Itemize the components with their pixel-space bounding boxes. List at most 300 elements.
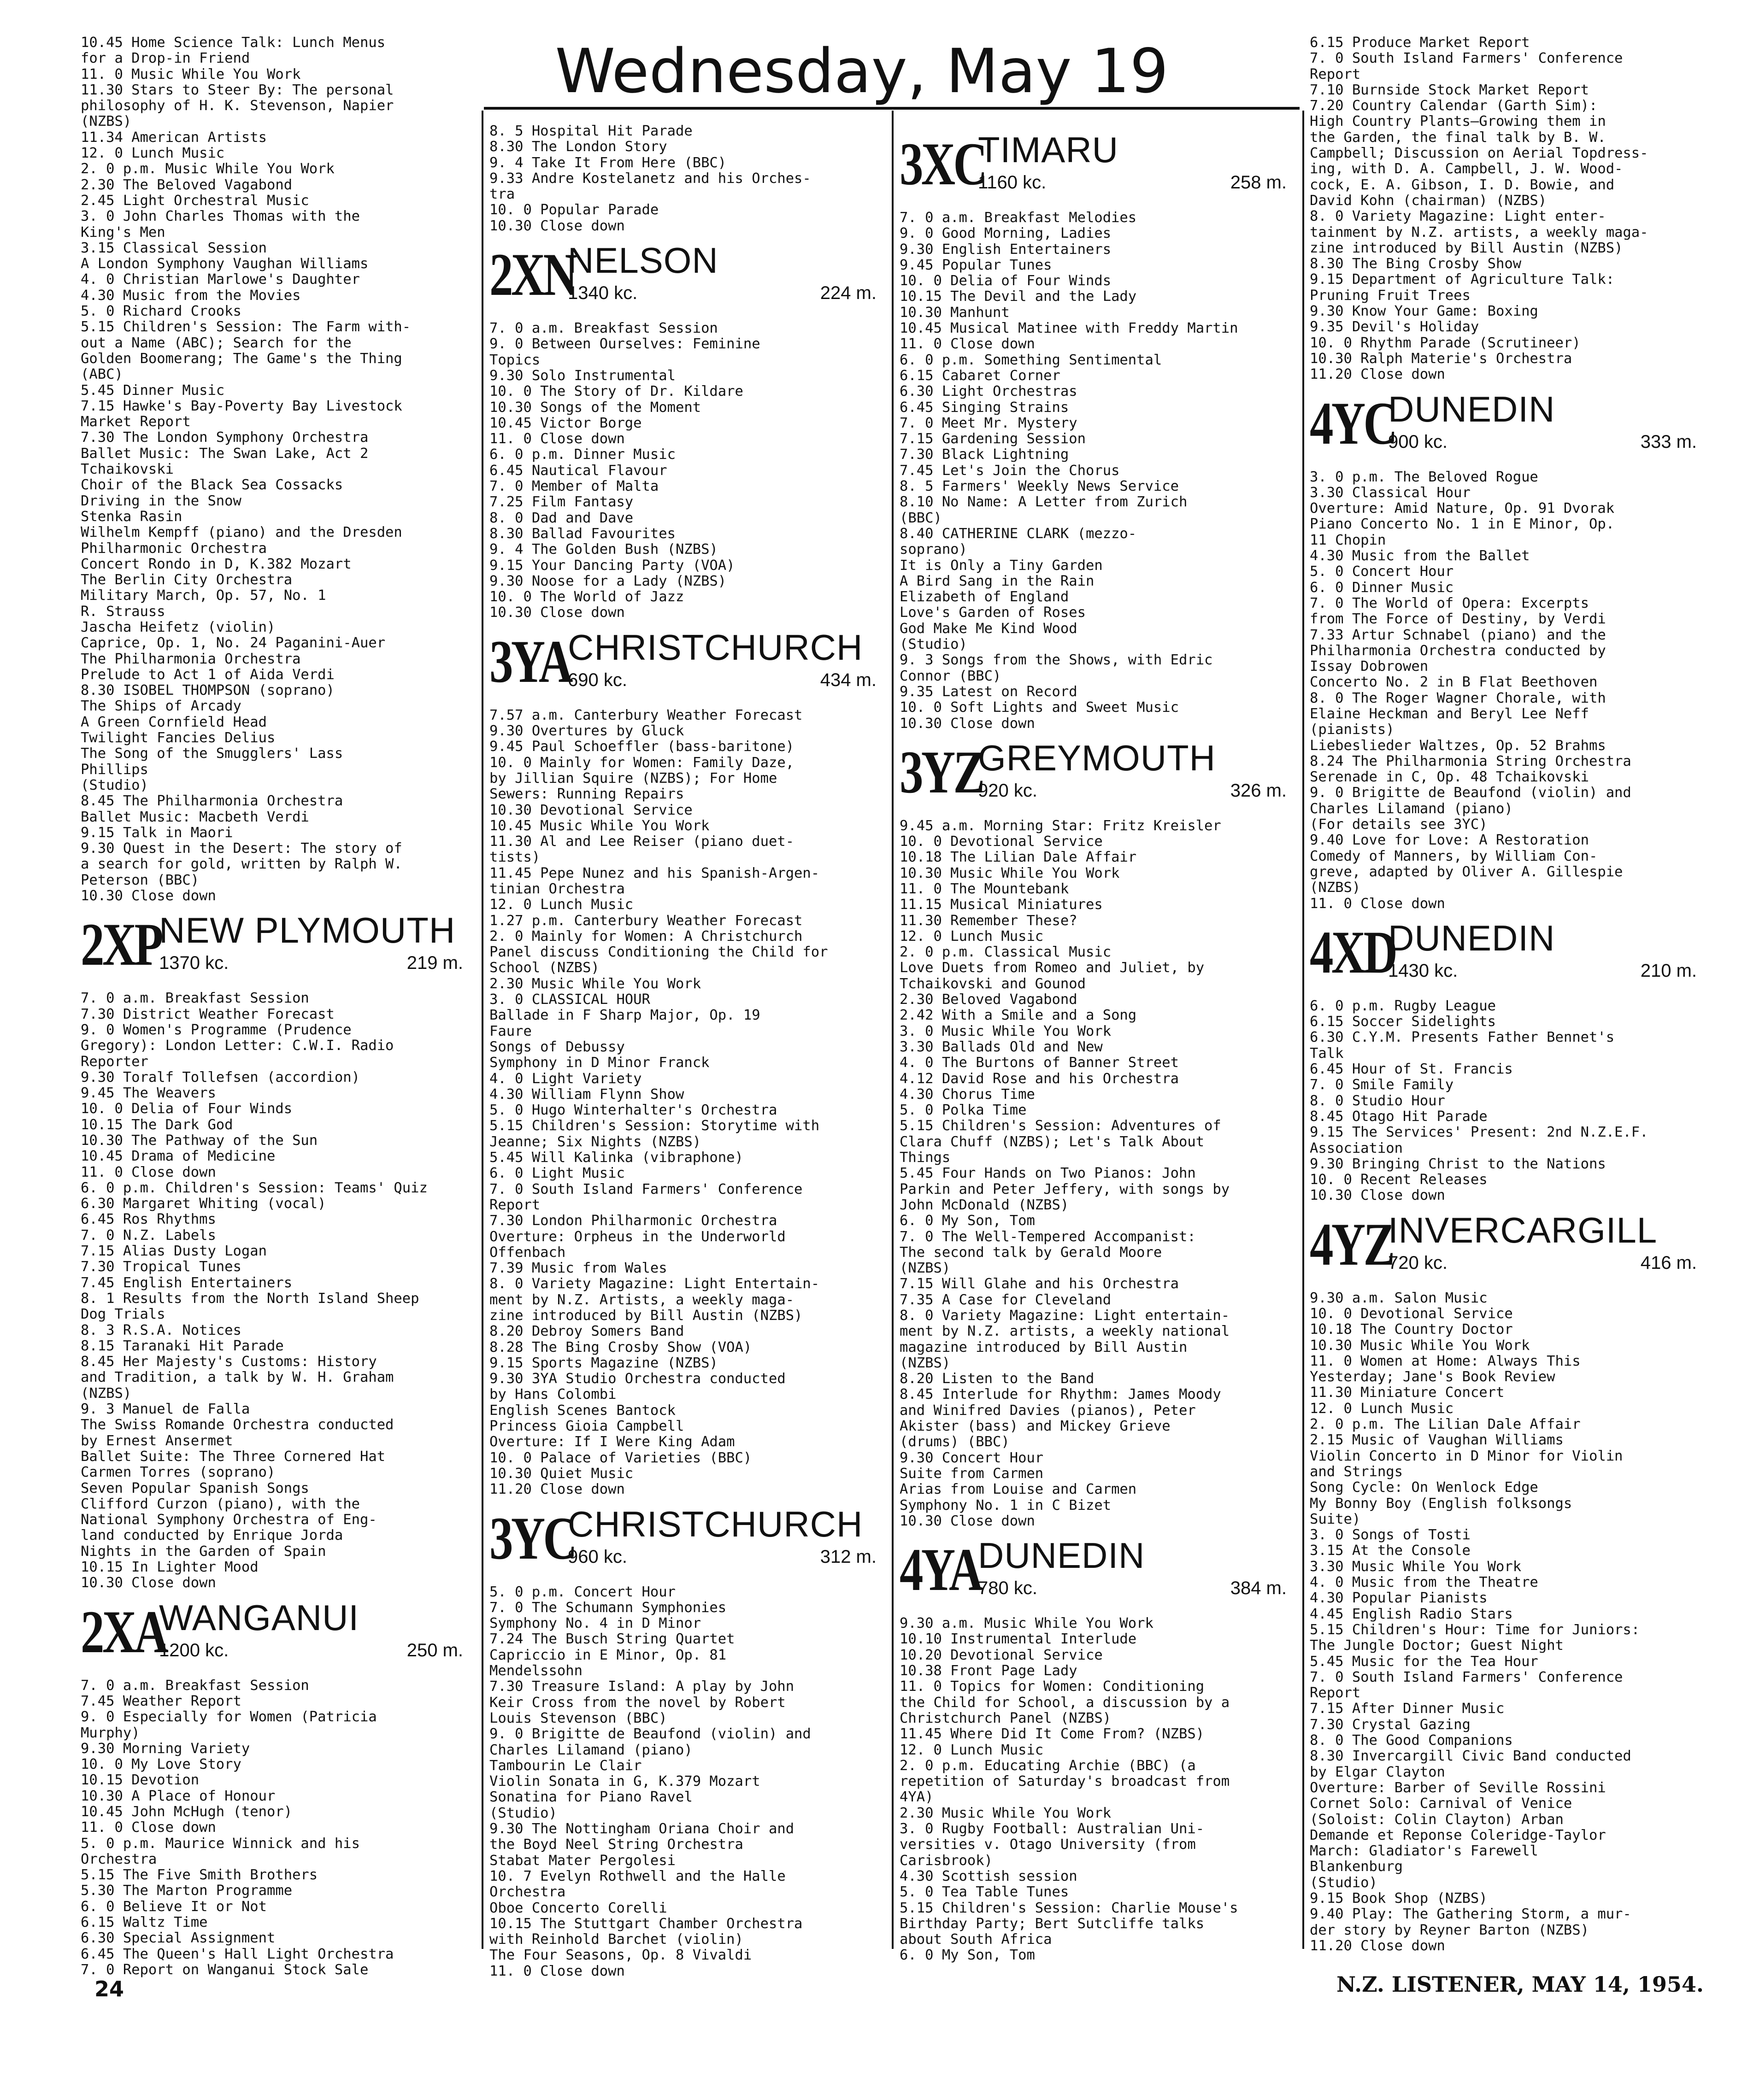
programme-line: 9.30 a.m. Music While You Work xyxy=(900,1615,1153,1632)
programme-line: 4. 0 Music from the Theatre xyxy=(1310,1574,1538,1591)
programme-line: Gregory): London Letter: C.W.I. Radio xyxy=(81,1038,394,1054)
programme-line: Stabat Mater Pergolesi xyxy=(489,1852,676,1869)
programme-line: 2. 0 p.m. Music While You Work xyxy=(81,161,335,177)
programme-line: Parkin and Peter Jeffery, with songs by xyxy=(900,1181,1230,1197)
programme-line: Arias from Louise and Carmen xyxy=(900,1481,1137,1498)
programme-line: 10. 0 Palace of Varieties (BBC) xyxy=(489,1449,752,1466)
programme-line: 3. 0 p.m. The Beloved Rogue xyxy=(1310,469,1538,485)
programme-line: 9.15 Department of Agriculture Talk: xyxy=(1310,271,1615,288)
programme-line: 10.30 Close down xyxy=(81,888,216,904)
station-frequency: 920 kc. xyxy=(978,780,1037,801)
programme-line: 10. 0 The World of Jazz xyxy=(489,589,684,605)
programme-line: 2. 0 p.m. Educating Archie (BBC) (a xyxy=(900,1757,1196,1774)
programme-line: 7.33 Artur Schnabel (piano) and the xyxy=(1310,627,1606,643)
programme-line: 8.10 No Name: A Letter from Zurich xyxy=(900,494,1188,510)
programme-line: Elaine Heckman and Beryl Lee Neff xyxy=(1310,705,1589,722)
station-frequency: 1430 kc. xyxy=(1388,960,1458,981)
programme-line: Tchaikovski xyxy=(81,461,174,478)
programme-line: 6. 0 My Son, Tom xyxy=(900,1213,1035,1229)
programme-line: 10.30 A Place of Honour xyxy=(81,1788,276,1804)
column-divider xyxy=(482,111,483,1949)
programme-line: the Garden, the final talk by B. W. xyxy=(1310,129,1606,146)
programme-line: The Ships of Arcady xyxy=(81,698,241,715)
station-city: DUNEDIN xyxy=(978,1535,1145,1576)
programme-line: 3.30 Classical Hour xyxy=(1310,484,1471,501)
programme-line: 10.30 Close down xyxy=(900,1513,1035,1529)
programme-line: 10.38 Front Page Lady xyxy=(900,1663,1077,1679)
programme-line: Nights in the Garden of Spain xyxy=(81,1543,326,1560)
programme-line: 7. 0 South Island Farmers' Conference xyxy=(1310,1669,1623,1685)
programme-line: Charles Lilamand (piano) xyxy=(1310,800,1513,817)
programme-line: 5.15 Children's Session: Storytime with xyxy=(489,1118,820,1134)
programme-line: Ballade in F Sharp Major, Op. 19 xyxy=(489,1007,760,1024)
station-wavelength: 434 m. xyxy=(820,669,877,690)
programme-line: 10.30 Songs of the Moment xyxy=(489,399,701,416)
programme-line: Capriccio in E Minor, Op. 81 xyxy=(489,1647,727,1663)
programme-line: the Boyd Neel String Orchestra xyxy=(489,1836,743,1853)
programme-line: 9. 0 Women's Programme (Prudence xyxy=(81,1021,352,1038)
station-city: NEW PLYMOUTH xyxy=(159,910,456,951)
programme-line: 10.45 Victor Borge xyxy=(489,415,642,431)
programme-line: 6.15 Waltz Time xyxy=(81,1914,208,1931)
programme-line: Military March, Op. 57, No. 1 xyxy=(81,587,326,604)
programme-line: 9.30 The Nottingham Oriana Choir and xyxy=(489,1821,794,1837)
programme-line: 6. 0 p.m. Dinner Music xyxy=(489,446,676,463)
programme-line: land conducted by Enrique Jorda xyxy=(81,1527,343,1544)
programme-line: 4.30 William Flynn Show xyxy=(489,1086,684,1103)
programme-line: (Soloist: Colin Clayton) Arban xyxy=(1310,1811,1564,1828)
programme-line: and Winifred Davies (pianos), Peter xyxy=(900,1402,1196,1419)
programme-line: 6.15 Soccer Sidelights xyxy=(1310,1014,1496,1030)
programme-line: 5.15 Children's Session: Charlie Mouse's xyxy=(900,1900,1238,1916)
programme-line: 9.45 Popular Tunes xyxy=(900,257,1052,273)
programme-line: 9. 0 Between Ourselves: Feminine xyxy=(489,336,760,352)
programme-line: 10. 0 Rhythm Parade (Scrutineer) xyxy=(1310,334,1581,351)
station-header-3yc xyxy=(489,1502,886,1580)
programme-line: for a Drop-in Friend xyxy=(81,50,250,67)
programme-line: 11 Chopin xyxy=(1310,532,1386,548)
programme-line: 6.15 Produce Market Report xyxy=(1310,35,1530,51)
programme-line: 2.30 Beloved Vagabond xyxy=(900,991,1077,1008)
programme-line: School (NZBS) xyxy=(489,960,600,976)
programme-line: 4. 0 Christian Marlowe's Daughter xyxy=(81,271,360,288)
programme-line: The Jungle Doctor; Guest Night xyxy=(1310,1637,1564,1654)
programme-line: High Country Plants—Growing them in xyxy=(1310,113,1606,130)
station-city: GREYMOUTH xyxy=(978,737,1216,778)
programme-line: Keir Cross from the novel by Robert xyxy=(489,1694,786,1711)
programme-line: 9.30 Quest in the Desert: The story of xyxy=(81,840,402,857)
programme-line: 4.30 Chorus Time xyxy=(900,1086,1035,1103)
programme-line: Report xyxy=(489,1197,541,1213)
programme-line: 11. 0 Close down xyxy=(81,1819,216,1836)
programme-line: 2.30 The Beloved Vagabond xyxy=(81,176,293,193)
programme-line: Elizabeth of England xyxy=(900,589,1069,605)
programme-line: Sewers: Running Repairs xyxy=(489,786,684,803)
programme-line: about South Africa xyxy=(900,1931,1052,1948)
programme-line: 9.30 English Entertainers xyxy=(900,241,1112,258)
programme-line: 10.15 Devotion xyxy=(81,1772,200,1789)
programme-line: Comedy of Manners, by William Con- xyxy=(1310,848,1598,864)
programme-line: 7.35 A Case for Cleveland xyxy=(900,1291,1112,1308)
programme-line: by Jillian Squire (NZBS); For Home xyxy=(489,770,777,786)
programme-line: 9.15 Talk in Maori xyxy=(81,824,233,841)
programme-line: 10.30 Devotional Service xyxy=(489,802,693,818)
station-header-3yz xyxy=(900,735,1296,814)
programme-line: 10.45 Drama of Medicine xyxy=(81,1148,276,1165)
programme-line: Choir of the Black Sea Cossacks xyxy=(81,477,343,493)
programme-line: Louis Stevenson (BBC) xyxy=(489,1710,667,1726)
station-header-4xd xyxy=(1310,915,1706,994)
column-3 xyxy=(900,123,1296,2049)
programme-line: (NZBS) xyxy=(1310,880,1361,896)
programme-line: 4.30 Scottish session xyxy=(900,1868,1077,1884)
programme-line: 9.30 Know Your Game: Boxing xyxy=(1310,303,1538,320)
programme-line: 5.15 Children's Session: Adventures of xyxy=(900,1118,1221,1134)
programme-line: English Scenes Bantock xyxy=(489,1402,676,1419)
programme-line: 7. 0 The Well-Tempered Accompanist: xyxy=(900,1228,1196,1245)
programme-line: Topics xyxy=(489,352,541,368)
programme-line: 9.15 The Services' Present: 2nd N.Z.E.F. xyxy=(1310,1124,1648,1141)
listing-continued xyxy=(1310,35,1706,383)
programme-line: A Bird Sang in the Rain xyxy=(900,573,1095,589)
programme-line: Suite from Carmen xyxy=(900,1465,1044,1482)
programme-line: 10.30 Music While You Work xyxy=(1310,1337,1530,1354)
programme-line: 10.10 Instrumental Interlude xyxy=(900,1631,1137,1648)
programme-line: 10.30 The Pathway of the Sun xyxy=(81,1132,318,1149)
programme-line: 10. 0 Mainly for Women: Family Daze, xyxy=(489,754,794,771)
programme-line: 9. 0 Brigitte de Beaufond (violin) and xyxy=(489,1726,811,1742)
programme-line: 4.12 David Rose and his Orchestra xyxy=(900,1070,1179,1087)
programme-line: 9.30 Bringing Christ to the Nations xyxy=(1310,1156,1606,1172)
programme-line: Yesterday; Jane's Book Review xyxy=(1310,1369,1555,1385)
programme-line: 7. 0 Meet Mr. Mystery xyxy=(900,415,1077,431)
programme-line: March: Gladiator's Farewell xyxy=(1310,1843,1538,1859)
programme-line: 9.30 Morning Variety xyxy=(81,1740,250,1757)
programme-line: 6. 0 p.m. Rugby League xyxy=(1310,997,1496,1014)
programme-line: 7.10 Burnside Stock Market Report xyxy=(1310,82,1589,98)
programme-line: 6.45 Ros Rhythms xyxy=(81,1211,216,1228)
programme-line: 9.45 a.m. Morning Star: Fritz Kreisler xyxy=(900,817,1221,834)
programme-line: 6. 0 Light Music xyxy=(489,1165,625,1182)
programme-line: and Tradition, a talk by W. H. Graham xyxy=(81,1369,394,1386)
programme-line: 10.15 The Devil and the Lady xyxy=(900,288,1137,305)
programme-line: The Four Seasons, Op. 8 Vivaldi xyxy=(489,1947,752,1964)
programme-line: 8. 5 Farmers' Weekly News Service xyxy=(900,478,1179,495)
programme-line: Stenka Rasin xyxy=(81,508,182,525)
programme-line: 10.30 Quiet Music xyxy=(489,1465,634,1482)
programme-line: Market Report xyxy=(81,414,191,430)
station-header-2xa xyxy=(81,1595,472,1673)
station-wavelength: 219 m. xyxy=(406,953,463,974)
programme-line: Akister (bass) and Mickey Grieve xyxy=(900,1418,1171,1435)
programme-line: 9.15 Your Dancing Party (VOA) xyxy=(489,557,735,574)
column-divider xyxy=(892,111,894,1949)
station-header-3ya xyxy=(489,625,886,703)
programme-line: 5. 0 Tea Table Tunes xyxy=(900,1884,1069,1901)
programme-line: 12. 0 Lunch Music xyxy=(81,145,225,162)
programme-line: Campbell; Discussion on Aerial Topdress- xyxy=(1310,145,1648,162)
programme-line: The second talk by Gerald Moore xyxy=(900,1244,1162,1261)
programme-line: Charles Lilamand (piano) xyxy=(489,1742,693,1758)
programme-line: 8.30 Invercargill Civic Band conducted xyxy=(1310,1748,1631,1765)
programme-line: 9. 0 Good Morning, Ladies xyxy=(900,225,1112,242)
programme-line: 7.24 The Busch String Quartet xyxy=(489,1631,735,1648)
programme-line: Sonatina for Piano Ravel xyxy=(489,1789,693,1806)
programme-line: Songs of Debussy xyxy=(489,1038,625,1055)
station-listing-2xa xyxy=(81,1678,472,1978)
programme-line: (BBC) xyxy=(900,510,942,526)
programme-line: 3. 0 Songs of Tosti xyxy=(1310,1527,1471,1543)
programme-line: 9.40 Love for Love: A Restoration xyxy=(1310,832,1589,849)
programme-line: Overture: If I Were King Adam xyxy=(489,1434,735,1450)
programme-line: 12. 0 Lunch Music xyxy=(489,897,634,913)
station-wavelength: 250 m. xyxy=(406,1640,463,1660)
programme-line: Blankenburg xyxy=(1310,1859,1403,1875)
programme-line: 3. 0 Rugby Football: Australian Uni- xyxy=(900,1821,1205,1837)
programme-line: 8. 0 The Good Companions xyxy=(1310,1732,1513,1749)
programme-line: Connor (BBC) xyxy=(900,668,1001,684)
programme-line: 5.30 The Marton Programme xyxy=(81,1883,293,1899)
programme-line: 2. 0 Mainly for Women: A Christchurch xyxy=(489,928,803,944)
programme-line: Things xyxy=(900,1150,951,1166)
programme-line: 7. 0 Smile Family xyxy=(1310,1077,1454,1093)
programme-line: 7.30 Crystal Gazing xyxy=(1310,1716,1471,1733)
programme-line: Association xyxy=(1310,1140,1403,1156)
station-listing-4yz xyxy=(1310,1291,1706,1954)
programme-line: from The Force of Destiny, by Verdi xyxy=(1310,611,1606,628)
programme-line: Caprice, Op. 1, No. 24 Paganini-Auer xyxy=(81,635,386,651)
column-2 xyxy=(489,123,886,2049)
programme-line: 10.18 The Country Doctor xyxy=(1310,1321,1513,1338)
programme-line: 7.30 London Philharmonic Orchestra xyxy=(489,1213,777,1229)
programme-line: Philharmonia Orchestra conducted by xyxy=(1310,642,1606,659)
programme-line: 12. 0 Lunch Music xyxy=(1310,1400,1454,1417)
programme-line: National Symphony Orchestra of Eng- xyxy=(81,1512,377,1528)
station-header-4ya xyxy=(900,1533,1296,1611)
station-wavelength: 326 m. xyxy=(1230,780,1287,801)
programme-line: (Studio) xyxy=(81,777,148,793)
programme-line: A London Symphony Vaughan Williams xyxy=(81,256,369,272)
programme-line: Concerto No. 2 in B Flat Beethoven xyxy=(1310,674,1598,691)
station-city: WANGANUI xyxy=(159,1597,359,1638)
programme-line: 8.30 Ballad Favourites xyxy=(489,525,676,542)
station-wavelength: 210 m. xyxy=(1640,960,1697,981)
programme-line: King's Men xyxy=(81,224,165,241)
programme-line: 11. 0 Women at Home: Always This xyxy=(1310,1353,1581,1369)
programme-line: Cornet Solo: Carnival of Venice xyxy=(1310,1795,1572,1812)
programme-line: 6. 0 p.m. Children's Session: Teams' Quiz xyxy=(81,1179,428,1196)
programme-line: 9.45 The Weavers xyxy=(81,1085,216,1102)
station-call-sign: 4YC xyxy=(1310,389,1396,457)
programme-line: Piano Concerto No. 1 in E Minor, Op. xyxy=(1310,516,1615,533)
programme-line: magazine introduced by Bill Austin xyxy=(900,1339,1188,1355)
station-wavelength: 333 m. xyxy=(1640,431,1697,452)
programme-line: Ballet Music: The Swan Lake, Act 2 xyxy=(81,445,369,462)
programme-line: Symphony No. 4 in D Minor xyxy=(489,1615,701,1632)
programme-line: by Elgar Clayton xyxy=(1310,1764,1445,1780)
programme-line: 9.35 Devil's Holiday xyxy=(1310,319,1479,335)
programme-line: Prelude to Act 1 of Aida Verdi xyxy=(81,666,335,683)
programme-line: 8.45 Otago Hit Parade xyxy=(1310,1108,1488,1125)
programme-line: 3.30 Music While You Work xyxy=(1310,1558,1522,1575)
programme-line: 10.30 Close down xyxy=(489,604,625,621)
programme-line: 7.57 a.m. Canterbury Weather Forecast xyxy=(489,707,803,723)
programme-line: Carisbrook) xyxy=(900,1852,993,1869)
programme-line: 11. 0 The Mountebank xyxy=(900,880,1069,897)
programme-line: Concert Rondo in D, K.382 Mozart xyxy=(81,556,352,572)
station-call-sign: 4YA xyxy=(900,1536,981,1604)
programme-line: Demande et Reponse Coleridge-Taylor xyxy=(1310,1827,1606,1843)
programme-line: Philharmonic Orchestra xyxy=(81,540,267,557)
programme-line: 10.45 Home Science Talk: Lunch Menus xyxy=(81,35,386,51)
programme-line: Wilhelm Kempff (piano) and the Dresden xyxy=(81,524,402,541)
station-city: NELSON xyxy=(568,240,718,281)
programme-line: 7.45 Weather Report xyxy=(81,1693,241,1709)
programme-line: Jeanne; Six Nights (NZBS) xyxy=(489,1133,701,1150)
programme-line: tra xyxy=(489,186,515,203)
programme-line: It is Only a Tiny Garden xyxy=(900,557,1103,574)
programme-line: The Berlin City Orchestra xyxy=(81,572,293,588)
programme-line: 7. 0 The World of Opera: Excerpts xyxy=(1310,595,1589,611)
programme-line: 2. 0 p.m. Classical Music xyxy=(900,944,1112,961)
programme-line: 8.24 The Philharmonia String Orchestra xyxy=(1310,753,1631,769)
programme-line: 11. 0 Close down xyxy=(81,1164,216,1180)
programme-line: 2.42 With a Smile and a Song xyxy=(900,1007,1137,1024)
programme-line: 6.30 Light Orchestras xyxy=(900,383,1077,400)
programme-line: 6.45 Nautical Flavour xyxy=(489,462,667,479)
programme-line: 7.15 Gardening Session xyxy=(900,431,1086,447)
programme-line: Murphy) xyxy=(81,1725,140,1741)
programme-line: 9.30 Toralf Tollefsen (accordion) xyxy=(81,1069,360,1085)
programme-line: 6.30 C.Y.M. Presents Father Bennet's xyxy=(1310,1029,1615,1046)
programme-line: Ballet Suite: The Three Cornered Hat xyxy=(81,1448,386,1465)
programme-line: 11.34 American Artists xyxy=(81,129,267,146)
programme-line: (pianists) xyxy=(1310,722,1395,738)
programme-line: 10.20 Devotional Service xyxy=(900,1647,1103,1663)
programme-line: Seven Popular Spanish Songs xyxy=(81,1480,309,1496)
programme-line: 9.33 Andre Kostelanetz and his Orches- xyxy=(489,170,811,187)
programme-line: 4.30 Popular Pianists xyxy=(1310,1590,1488,1607)
programme-line: tists) xyxy=(489,849,541,866)
programme-line: 8.45 The Philharmonia Orchestra xyxy=(81,793,343,809)
programme-line: 6.45 The Queen's Hall Light Orchestra xyxy=(81,1946,394,1962)
station-call-sign: 3YC xyxy=(489,1504,576,1572)
title-rule xyxy=(484,107,1300,110)
programme-line: 10.15 The Dark God xyxy=(81,1116,233,1133)
programme-line: 9.45 Paul Schoeffler (bass-baritone) xyxy=(489,739,794,755)
programme-line: Report xyxy=(1310,66,1361,82)
programme-line: 10.30 Close down xyxy=(81,1575,216,1591)
programme-line: 5. 0 Richard Crooks xyxy=(81,303,241,320)
programme-line: Song Cycle: On Wenlock Edge xyxy=(1310,1479,1538,1496)
programme-line: 7. 0 a.m. Breakfast Session xyxy=(81,1677,309,1694)
programme-line: with Reinhold Barchet (violin) xyxy=(489,1931,743,1948)
programme-line: 10. 0 Popular Parade xyxy=(489,202,659,218)
programme-line: 6.45 Singing Strains xyxy=(900,399,1069,416)
programme-line: 8.20 Debroy Somers Band xyxy=(489,1323,684,1340)
station-header-2xp xyxy=(81,908,472,986)
programme-line: Suite) xyxy=(1310,1511,1361,1527)
programme-line: Pruning Fruit Trees xyxy=(1310,287,1471,304)
programme-line: and Strings xyxy=(1310,1463,1403,1480)
station-call-sign: 3XC xyxy=(900,130,986,198)
programme-line: 7.45 English Entertainers xyxy=(81,1274,293,1291)
station-city: DUNEDIN xyxy=(1388,388,1555,429)
programme-line: 10. 0 Delia of Four Winds xyxy=(900,273,1112,289)
programme-line: Overture: Barber of Seville Rossini xyxy=(1310,1779,1606,1796)
programme-line: 8. 0 Dad and Dave xyxy=(489,510,634,526)
programme-line: ment by N.Z. artists, a weekly national xyxy=(900,1323,1230,1340)
programme-line: ing, with D. A. Campbell, J. W. Wood- xyxy=(1310,161,1623,177)
programme-line: 10.30 Music While You Work xyxy=(900,865,1120,881)
programme-line: 9.30 Concert Hour xyxy=(900,1449,1044,1466)
programme-line: 9.35 Latest on Record xyxy=(900,683,1077,700)
programme-line: Birthday Party; Bert Sutcliffe talks xyxy=(900,1915,1205,1932)
station-frequency: 960 kc. xyxy=(568,1546,627,1567)
programme-line: 6.30 Margaret Whiting (vocal) xyxy=(81,1196,326,1212)
programme-line: 9.30 a.m. Salon Music xyxy=(1310,1290,1488,1306)
programme-line: ment by N.Z. Artists, a weekly maga- xyxy=(489,1291,794,1308)
programme-line: by Hans Colombi xyxy=(489,1386,617,1403)
programme-line: 9.30 Noose for a Lady (NZBS) xyxy=(489,573,727,589)
programme-line: 8. 0 Studio Hour xyxy=(1310,1092,1445,1109)
programme-line: 10. 7 Evelyn Rothwell and the Halle xyxy=(489,1868,786,1884)
programme-line: 5. 0 p.m. Maurice Winnick and his xyxy=(81,1835,360,1852)
station-frequency: 780 kc. xyxy=(978,1578,1037,1599)
programme-line: 6.15 Cabaret Corner xyxy=(900,367,1060,384)
programme-line: Love Duets from Romeo and Juliet, by xyxy=(900,960,1205,976)
programme-line: Overture: Amid Nature, Op. 91 Dvorak xyxy=(1310,500,1615,517)
publication-footer: N.Z. LISTENER, MAY 14, 1954. xyxy=(1336,1972,1704,1997)
programme-line: John McDonald (NZBS) xyxy=(900,1197,1069,1213)
programme-line: 8.28 The Bing Crosby Show (VOA) xyxy=(489,1339,752,1355)
station-header-3xc xyxy=(900,127,1296,205)
programme-line: 7.30 Black Lightning xyxy=(900,446,1069,463)
station-city: CHRISTCHURCH xyxy=(568,627,863,668)
programme-line: The Song of the Smugglers' Lass xyxy=(81,745,343,762)
programme-line: (ABC) xyxy=(81,366,123,383)
programme-line: 9.30 Overtures by Gluck xyxy=(489,723,684,739)
programme-line: 9.30 Solo Instrumental xyxy=(489,367,676,384)
programme-line: 5. 0 Hugo Winterhalter's Orchestra xyxy=(489,1102,777,1119)
programme-line: 5. 0 Concert Hour xyxy=(1310,563,1454,580)
programme-line: Symphony No. 1 in C Bizet xyxy=(900,1497,1112,1513)
programme-line: 10.45 Music While You Work xyxy=(489,817,710,834)
programme-line: 2.45 Light Orchestral Music xyxy=(81,192,309,209)
programme-line: 1.27 p.m. Canterbury Weather Forecast xyxy=(489,912,803,929)
programme-line: 11.45 Pepe Nunez and his Spanish-Argen- xyxy=(489,865,820,881)
programme-line: My Bonny Boy (English folksongs xyxy=(1310,1495,1572,1512)
programme-line: 8.45 Interlude for Rhythm: James Moody xyxy=(900,1386,1221,1403)
programme-line: 5.45 Will Kalinka (vibraphone) xyxy=(489,1150,743,1166)
programme-line: 11.20 Close down xyxy=(1310,366,1445,383)
programme-line: 10.30 Ralph Materie's Orchestra xyxy=(1310,350,1572,367)
station-frequency: 1200 kc. xyxy=(159,1640,229,1660)
programme-line: 10. 0 The Story of Dr. Kildare xyxy=(489,383,743,400)
programme-line: tainment by N.Z. artists, a weekly maga- xyxy=(1310,224,1648,241)
station-frequency: 720 kc. xyxy=(1388,1252,1448,1273)
programme-line: 9.30 3YA Studio Orchestra conducted xyxy=(489,1371,786,1387)
station-header-4yc xyxy=(1310,387,1706,465)
programme-line: 8.15 Taranaki Hit Parade xyxy=(81,1337,284,1354)
station-frequency: 1340 kc. xyxy=(568,283,638,304)
programme-line: 8. 3 R.S.A. Notices xyxy=(81,1322,241,1338)
programme-line: 10.30 Close down xyxy=(1310,1187,1445,1204)
programme-line: David Kohn (chairman) (NZBS) xyxy=(1310,192,1547,209)
programme-line: Tambourin Le Clair xyxy=(489,1757,642,1774)
programme-line: (For details see 3YC) xyxy=(1310,816,1488,833)
programme-line: Carmen Torres (soprano) xyxy=(81,1464,276,1481)
